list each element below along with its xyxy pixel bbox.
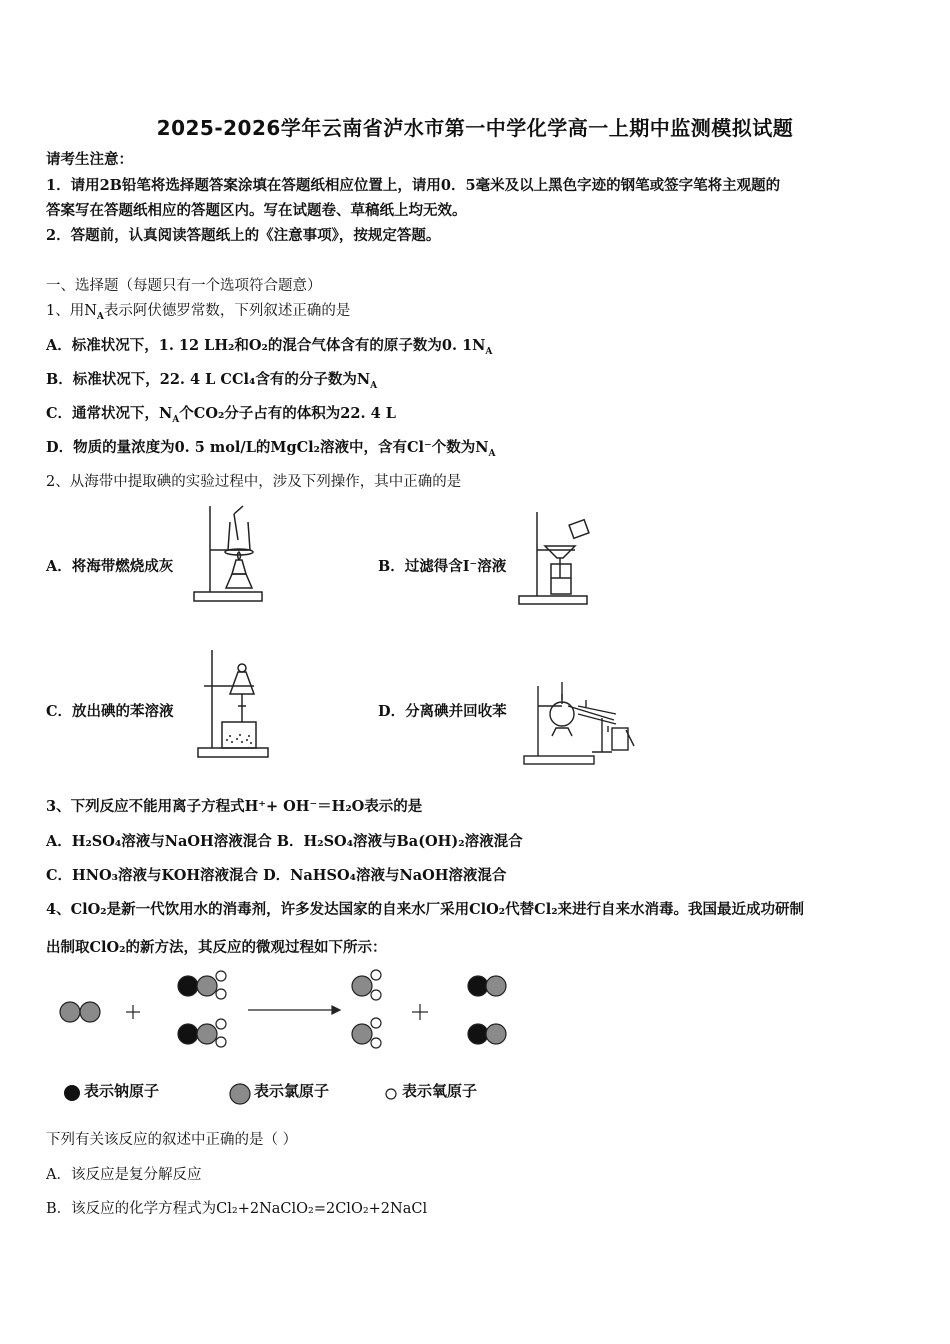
na-atom — [468, 1024, 488, 1044]
na-atom — [178, 976, 198, 996]
q2-stem: 2、从海带中提取碘的实验过程中，涉及下列操作，其中正确的是 — [46, 474, 462, 490]
legend-cl-marker — [228, 1082, 252, 1106]
legend-cl: 表示氯原子 — [254, 1082, 330, 1100]
cl-atom — [486, 1024, 506, 1044]
q4-question: 下列有关该反应的叙述中正确的是（ ） — [46, 1132, 298, 1148]
cl-atom — [197, 1024, 217, 1044]
cl-atom — [352, 976, 372, 996]
legend-na-marker — [62, 1083, 82, 1103]
q2-option-c: C．放出碘的苯溶液 — [46, 703, 174, 720]
distillation-apparatus-figure — [522, 678, 642, 768]
q2-option-d: D．分离碘并回收苯 — [378, 703, 507, 720]
q1-option-b: B．标准状况下，22. 4 L CCl₄含有的分子数为$N_A$ — [46, 371, 378, 391]
q4-option-a: A．该反应是复分解反应 — [46, 1167, 202, 1183]
cl-atom — [352, 1024, 372, 1044]
q1-option-a: A．标准状况下，1. 12 LH₂和O₂的混合气体含有的原子数为0. $1N_A$ — [46, 337, 493, 357]
o-atom — [216, 989, 226, 999]
q3-options-ab: A．H₂SO₄溶液与NaOH溶液混合 B．H₂SO₄溶液与Ba(OH)₂溶液混合 — [46, 833, 523, 850]
q2-option-b: B．过滤得含I⁻溶液 — [378, 558, 507, 575]
notice-item2: 2．答题前，认真阅读答题纸上的《注意事项》，按规定答题。 — [46, 227, 441, 244]
notice-item1-line2: 答案写在答题纸相应的答题区内。写在试题卷、草稿纸上均无效。 — [46, 202, 467, 219]
reaction-diagram — [50, 964, 530, 1062]
cl-atom — [80, 1002, 100, 1022]
q2-option-a: A．将海带燃烧成灰 — [46, 558, 174, 575]
o-atom — [371, 1018, 381, 1028]
notice-item1-line1: 1．请用2B铅笔将选择题答案涂填在答题纸相应位置上，请用0．5毫米及以上黑色字迹的钢笔或签字笔将主观题的 — [46, 177, 781, 194]
q4-stem-line2: 出制取ClO₂的新方法，其反应的微观过程如下所示： — [46, 939, 387, 956]
o-atom — [371, 1038, 381, 1048]
q4-stem-line1: 4、ClO₂是新一代饮用水的消毒剂，许多发达国家的自来水厂采用ClO₂代替Cl₂来进行自来水消毒。我国最近成功研制 — [46, 901, 805, 918]
o-atom — [371, 970, 381, 980]
separating-funnel-figure — [194, 648, 274, 760]
section-heading: 一、选择题（每题只有一个选项符合题意） — [46, 278, 322, 294]
o-atom — [216, 1037, 226, 1047]
q1-option-d: D．物质的量浓度为0. 5 mol/L的MgCl₂溶液中，含有Cl⁻个数为$N_A$ — [46, 439, 496, 459]
cl-atom — [486, 976, 506, 996]
q1-stem: 1、用$N_A$表示阿伏德罗常数，下列叙述正确的是 — [46, 303, 351, 322]
q1-option-c: C．通常状况下，$N_A$个CO₂分子占有的体积为22. 4 L — [46, 405, 396, 425]
na-atom — [468, 976, 488, 996]
na-atom — [178, 1024, 198, 1044]
page-title: 2025-2026学年云南省泸水市第一中学化学高一上期中监测模拟试题 — [156, 116, 794, 140]
q3-stem: 3、下列反应不能用离子方程式H⁺+ OH⁻＝H₂O表示的是 — [46, 798, 423, 815]
notice-heading: 请考生注意： — [46, 151, 133, 168]
q3-options-cd: C．HNO₃溶液与KOH溶液混合 D．NaHSO₄溶液与NaOH溶液混合 — [46, 867, 507, 884]
legend-o-marker — [384, 1087, 398, 1101]
o-atom — [216, 1019, 226, 1029]
cl-atom — [197, 976, 217, 996]
cl-atom — [60, 1002, 80, 1022]
legend-o: 表示氧原子 — [402, 1082, 478, 1100]
legend-na: 表示钠原子 — [84, 1082, 160, 1100]
q4-option-b: B．该反应的化学方程式为Cl₂+2NaClO₂=2ClO₂+2NaCl — [46, 1201, 428, 1217]
o-atom — [216, 971, 226, 981]
filtration-apparatus-figure — [515, 508, 595, 606]
o-atom — [371, 990, 381, 1000]
burning-apparatus-figure — [190, 502, 270, 604]
